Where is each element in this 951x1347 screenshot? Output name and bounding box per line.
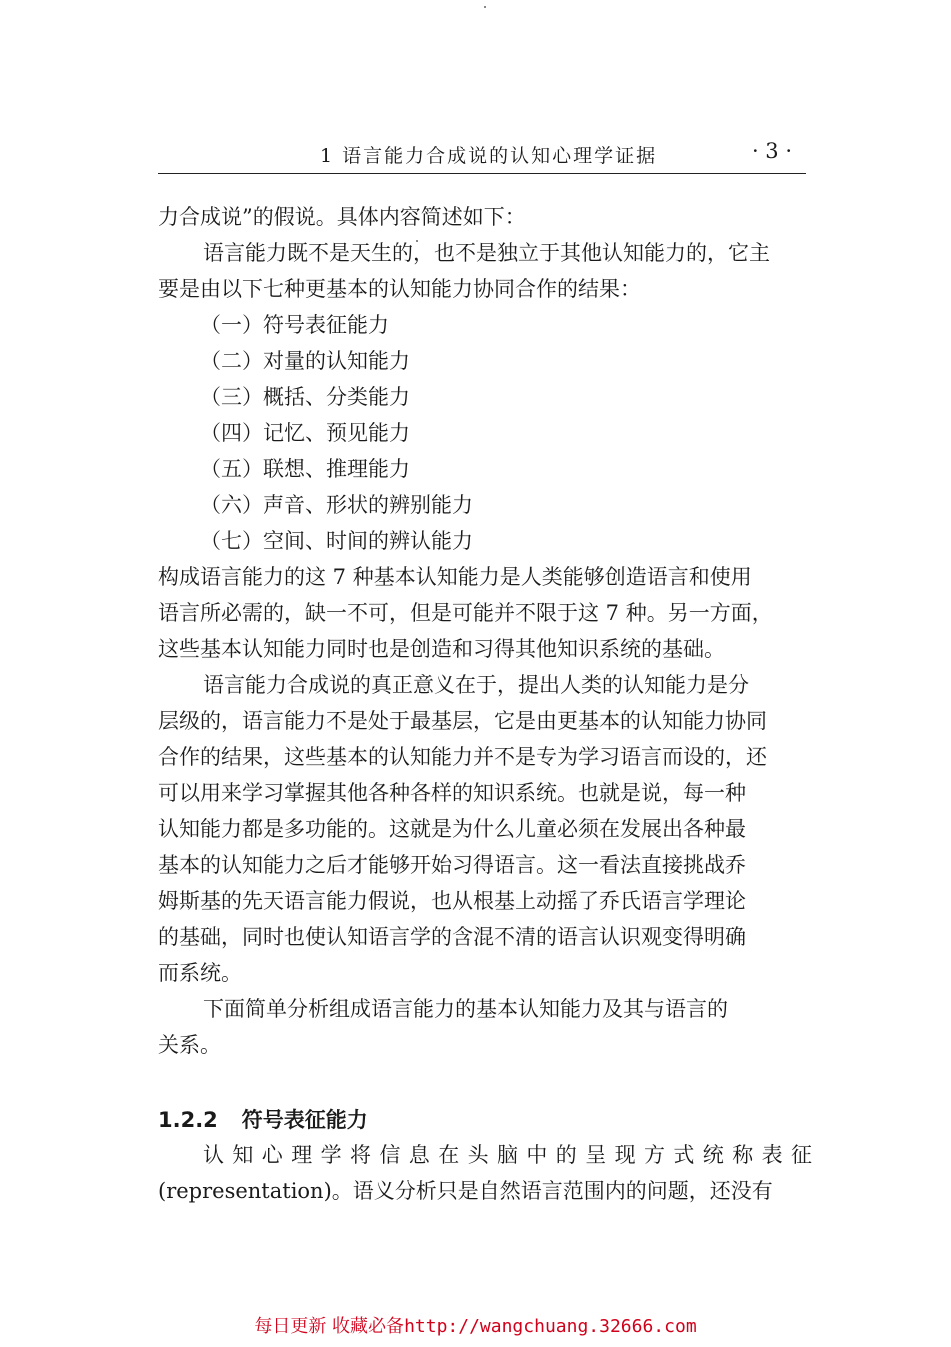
text-line: 合作的结果，这些基本的认知能力并不是专为学习语言而设的，还: [158, 745, 767, 769]
list-item: （四）记忆、预见能力: [200, 421, 410, 445]
section-number: 1.2.2: [158, 1108, 218, 1132]
text-line: 基本的认知能力之后才能够开始习得语言。这一看法直接挑战乔: [158, 853, 746, 877]
text-line: 语言能力合成说的真正意义在于，提出人类的认知能力是分: [203, 673, 749, 697]
section-title: 符号表征能力: [241, 1108, 368, 1132]
scan-mark: [484, 6, 486, 8]
list-item: （一）符号表征能力: [200, 313, 389, 337]
list-item: （六）声音、形状的辨别能力: [200, 493, 473, 517]
text-line: 语言所必需的，缺一不可，但是可能并不限于这 7 种。另一方面，: [158, 601, 773, 625]
list-item: （三）概括、分类能力: [200, 385, 410, 409]
footer-url[interactable]: http://wangchuang.32666.com: [404, 1316, 697, 1337]
chapter-title: 1 语言能力合成说的认知心理学证据: [320, 145, 658, 167]
list-item: （五）联想、推理能力: [200, 457, 410, 481]
page-number: · 3 ·: [751, 139, 792, 163]
text-line: 的基础，同时也使认知语言学的含混不清的语言认识观变得明确: [158, 925, 746, 949]
text-line: 可以用来学习掌握其他各种各样的知识系统。也就是说，每一种: [158, 781, 746, 805]
footer-watermark: [0, 1312, 951, 1338]
text-line: 认知能力都是多功能的。这就是为什么儿童必须在发展出各种最: [158, 817, 746, 841]
list-item: （二）对量的认知能力: [200, 349, 410, 373]
text-line: (representation)。语义分析只是自然语言范围内的问题，还没有: [158, 1179, 773, 1203]
text-line: 姆斯基的先天语言能力假说，也从根基上动摇了乔氏语言学理论: [158, 889, 746, 913]
text-line: 而系统。: [158, 961, 242, 985]
text-line: 下面简单分析组成语言能力的基本认知能力及其与语言的: [203, 997, 728, 1021]
text-line: 这些基本认知能力同时也是创造和习得其他知识系统的基础。: [158, 637, 725, 661]
text-line: 力合成说”的假说。具体内容简述如下：: [158, 205, 526, 229]
text-line: 认知心理学将信息在头脑中的呈现方式统称表征: [203, 1143, 821, 1167]
text-line: 要是由以下七种更基本的认知能力协同合作的结果：: [158, 277, 641, 301]
footer-text: 每日更新 收藏必备: [254, 1316, 405, 1337]
section-heading: [158, 1106, 368, 1134]
running-header: [158, 137, 806, 174]
text-line: 层级的，语言能力不是处于最基层，它是由更基本的认知能力协同: [158, 709, 767, 733]
text-line: 构成语言能力的这 7 种基本认知能力是人类能够创造语言和使用: [158, 565, 752, 589]
list-item: （七）空间、时间的辨认能力: [200, 529, 473, 553]
text-line: 关系。: [158, 1033, 221, 1057]
text-line: 语言能力既不是天生的，也不是独立于其他认知能力的，它主: [203, 241, 770, 265]
